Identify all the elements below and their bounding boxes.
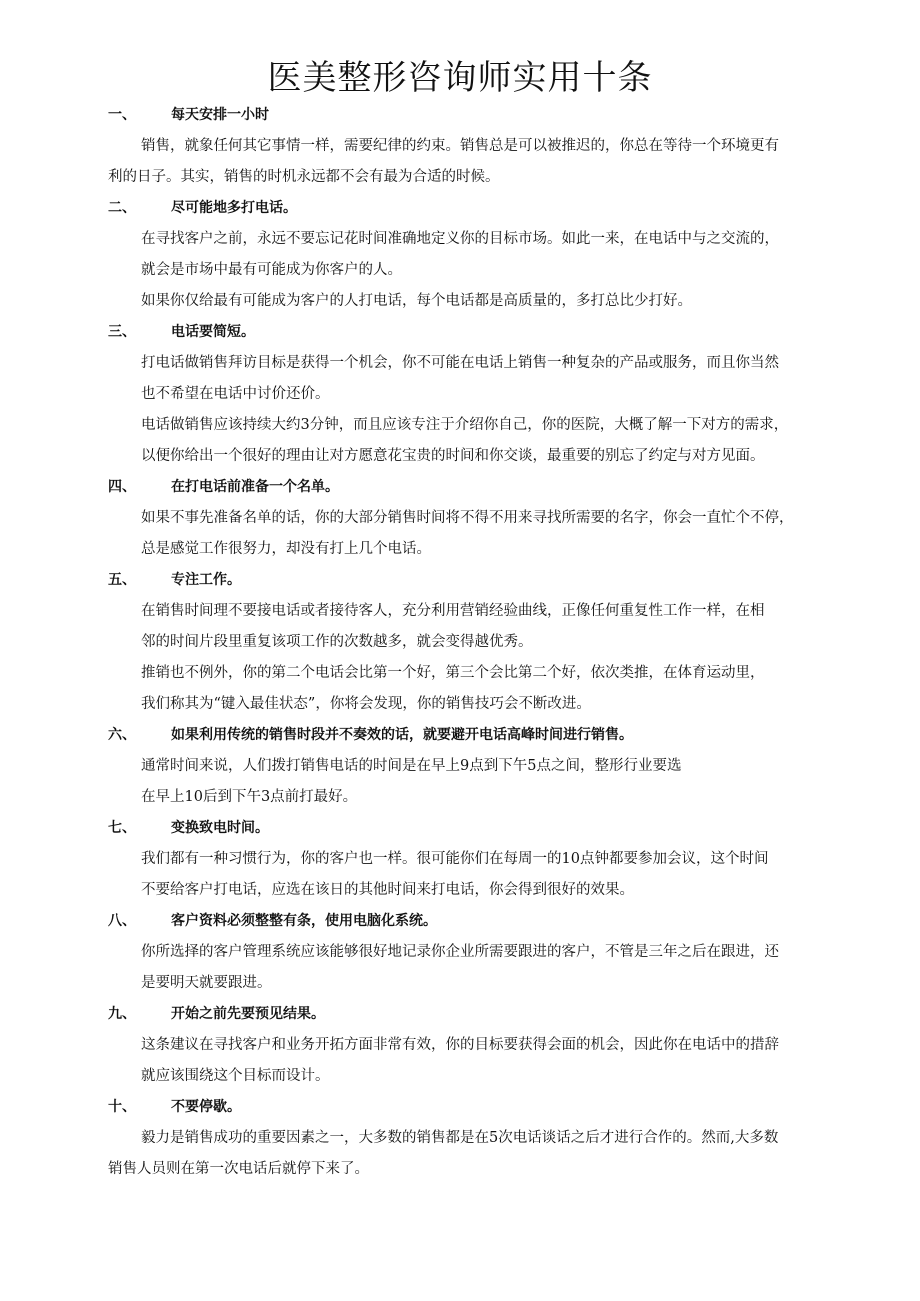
paragraph-line: 如果不事先准备名单的话，你的大部分销售时间将不得不用来寻找所需要的名字，你会一直忙个不停， [141,510,794,526]
section-1 [0,100,920,193]
paragraph-line: 这条建议在寻找客户和业务开拓方面非常有效，你的目标要获得会面的机会，因此你在电话中的措辞 [141,1037,779,1053]
section-5 [0,565,920,720]
section-paragraph [0,348,920,410]
paragraph-line: 我们都有一种习惯行为，你的客户也一样。很可能你们在每周一的10点钟都要参加会议，这个时间 [141,851,769,867]
section-heading [0,1092,920,1123]
section-heading-text: 客户资料必须整整有条，使用电脑化系统。 [171,913,437,929]
paragraph-line: 总是感觉工作很努力，却没有打上几个电话。 [141,541,431,557]
section-paragraph [0,751,920,813]
section-paragraph [0,224,920,286]
paragraph-line: 推销也不例外，你的第二个电话会比第一个好，第三个会比第二个好，依次类推，在体育运动里， [141,665,765,681]
paragraph-line: 在早上10后到下午3点前打最好。 [141,789,358,805]
document-sections [0,100,920,1185]
paragraph-line: 毅力是销售成功的重要因素之一，大多数的销售都是在5次电话谈话之后才进行合作的。然而,大多数 [141,1130,779,1146]
section-8 [0,906,920,999]
section-number: 十、 [108,1099,136,1115]
section-number: 九、 [108,1006,136,1022]
paragraph-line: 你所选择的客户管理系统应该能够很好地记录你企业所需要跟进的客户，不管是三年之后在跟进，还 [141,944,779,960]
section-number: 三、 [108,324,136,340]
section-number: 四、 [108,479,136,495]
section-9 [0,999,920,1092]
section-paragraph [0,844,920,906]
paragraph-line: 就会是市场中最有可能成为你客户的人。 [141,262,402,278]
paragraph-line: 电话做销售应该持续大约3分钟，而且应该专注于介绍你自己，你的医院，大概了解一下对方的需求， [141,417,789,433]
section-heading [0,906,920,937]
section-heading [0,720,920,751]
section-paragraph [0,410,920,472]
section-heading [0,472,920,503]
section-heading-text: 专注工作。 [171,572,241,588]
section-heading [0,999,920,1030]
section-paragraph [0,286,920,317]
paragraph-line: 销售人员则在第一次电话后就停下来了。 [108,1161,369,1177]
paragraph-line: 在销售时间理不要接电话或者接待客人，充分利用营销经验曲线，正像任何重复性工作一样，在相 [141,603,765,619]
section-heading-text: 在打电话前准备一个名单。 [171,479,339,495]
paragraph-line: 打电话做销售拜访目标是获得一个机会，你不可能在电话上销售一种复杂的产品或服务，而且你当然 [141,355,779,371]
section-paragraph [0,131,920,193]
paragraph-line: 是要明天就要跟进。 [141,975,272,991]
section-10 [0,1092,920,1185]
section-paragraph [0,503,920,565]
document-title: 医美整形咨询师实用十条 [267,58,653,98]
section-heading-text: 开始之前先要预见结果。 [171,1006,325,1022]
paragraph-line: 销售，就象任何其它事情一样，需要纪律的约束。销售总是可以被推迟的，你总在等待一个环境更有 [141,138,779,154]
section-paragraph [0,658,920,720]
section-number: 七、 [108,820,136,836]
section-number: 五、 [108,572,136,588]
section-heading-text: 变换致电时间。 [171,820,269,836]
section-heading-text: 电话要简短。 [171,324,255,340]
section-heading [0,317,920,348]
section-number: 二、 [108,200,136,216]
section-paragraph [0,1030,920,1092]
section-paragraph [0,937,920,999]
section-6 [0,720,920,813]
section-heading-text: 每天安排一小时 [171,107,269,123]
section-7 [0,813,920,906]
section-heading-text: 如果利用传统的销售时段并不奏效的话，就要避开电话高峰时间进行销售。 [171,727,633,743]
paragraph-line: 如果你仅给最有可能成为客户的人打电话，每个电话都是高质量的，多打总比少打好。 [141,293,692,309]
section-heading-text: 尽可能地多打电话。 [171,200,297,216]
section-heading [0,813,920,844]
paragraph-line: 通常时间来说，人们拨打销售电话的时间是在早上9点到下午5点之间，整形行业要选 [141,758,682,774]
section-4 [0,472,920,565]
section-3 [0,317,920,472]
section-heading [0,193,920,224]
section-heading [0,100,920,131]
section-heading-text: 不要停歇。 [171,1099,241,1115]
paragraph-line: 以便你给出一个很好的理由让对方愿意花宝贵的时间和你交谈，最重要的别忘了约定与对方见面。 [141,448,765,464]
section-paragraph [0,596,920,658]
paragraph-line: 就应该围绕这个目标而设计。 [141,1068,330,1084]
paragraph-line: 利的日子。其实，销售的时机永远都不会有最为合适的时候。 [108,169,500,185]
section-number: 八、 [108,913,136,929]
paragraph-line: 在寻找客户之前，永远不要忘记花时间准确地定义你的目标市场。如此一来，在电话中与之交流的， [141,231,779,247]
section-paragraph [0,1123,920,1185]
paragraph-line: 也不希望在电话中讨价还价。 [141,386,330,402]
section-number: 一、 [108,107,136,123]
paragraph-line: 邻的时间片段里重复该项工作的次数越多，就会变得越优秀。 [141,634,533,650]
paragraph-line: 不要给客户打电话，应选在该日的其他时间来打电话，你会得到很好的效果。 [141,882,634,898]
section-heading [0,565,920,596]
paragraph-line: 我们称其为“键入最佳状态”，你将会发现，你的销售技巧会不断改进。 [141,696,591,712]
section-2 [0,193,920,317]
section-number: 六、 [108,727,136,743]
